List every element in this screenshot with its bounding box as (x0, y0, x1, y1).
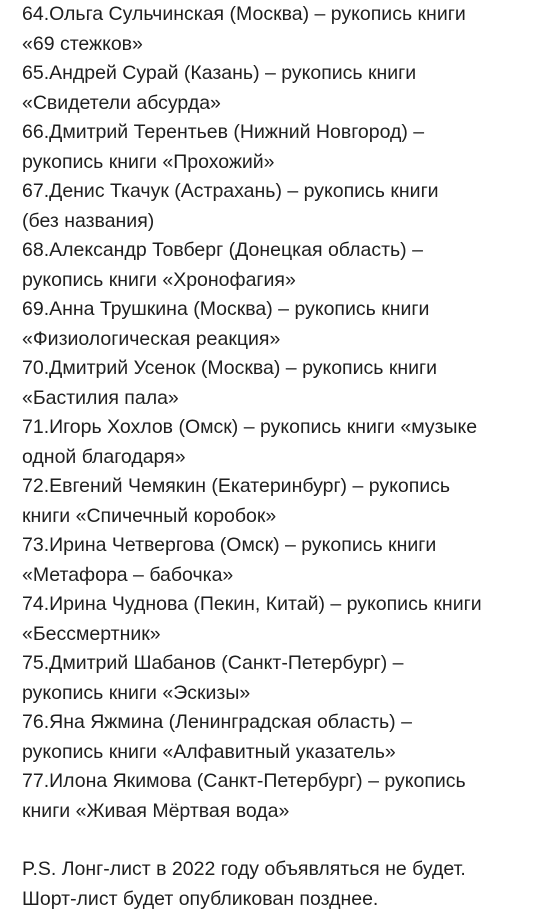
manuscript-list (22, 0, 532, 826)
list-item-line: рукопись книги «Алфавитный указатель» (22, 740, 396, 763)
postscript (22, 855, 532, 914)
list-item (22, 0, 532, 59)
list-item-line: 65.Андрей Сурай (Казань) – рукопись книги (22, 62, 417, 84)
list-item (22, 472, 532, 531)
list-item-line: (без названия) (22, 209, 155, 232)
list-item-line: рукопись книги «Прохожий» (22, 150, 275, 173)
list-item (22, 236, 532, 295)
document-body (22, 0, 532, 914)
list-item (22, 649, 532, 708)
list-item (22, 295, 532, 354)
list-item-line: рукопись книги «Хронофагия» (22, 268, 296, 291)
list-item-line: 75.Дмитрий Шабанов (Санкт-Петербург) – (22, 652, 404, 674)
list-item-line: «Бастилия пала» (22, 386, 179, 409)
list-item (22, 767, 532, 826)
list-item (22, 413, 532, 472)
list-item-line: 73.Ирина Четвергова (Омск) – рукопись книги (22, 534, 437, 556)
list-item-line: «69 стежков» (22, 32, 143, 55)
list-item-line: 77.Илона Якимова (Санкт-Петербург) – рукопись (22, 770, 466, 792)
list-item (22, 590, 532, 649)
list-item (22, 118, 532, 177)
list-item-line: 70.Дмитрий Усенок (Москва) – рукопись книги (22, 357, 438, 379)
list-item-line: 74.Ирина Чуднова (Пекин, Китай) – рукопись книги (22, 593, 482, 615)
list-item-line: 76.Яна Яжмина (Ленинградская область) – (22, 711, 412, 733)
list-item-line: «Метафора – бабочка» (22, 563, 234, 586)
list-item-line: одной благодаря» (22, 445, 186, 468)
list-item (22, 59, 532, 118)
list-item (22, 354, 532, 413)
list-item-line: книги «Живая Мёртвая вода» (22, 799, 290, 822)
list-item-line: книги «Спичечный коробок» (22, 504, 277, 527)
list-item-line: «Свидетели абсурда» (22, 91, 221, 114)
list-item-line: 71.Игорь Хохлов (Омск) – рукопись книги «музыке (22, 416, 478, 438)
list-item-line: 67.Денис Ткачук (Астрахань) – рукопись книги (22, 180, 439, 202)
list-item-line: «Физиологическая реакция» (22, 327, 281, 350)
list-item-line: 72.Евгений Чемякин (Екатеринбург) – рукопись (22, 475, 451, 497)
list-item (22, 177, 532, 236)
list-item-line: «Бессмертник» (22, 622, 161, 645)
list-item-line: 68.Александр Товберг (Донецкая область) – (22, 239, 423, 261)
list-item-line: 69.Анна Трушкина (Москва) – рукопись книги (22, 298, 430, 320)
list-item-line: рукопись книги «Эскизы» (22, 681, 251, 704)
list-item-line: 64.Ольга Сульчинская (Москва) – рукопись книги (22, 3, 466, 25)
list-item-line: 66.Дмитрий Терентьев (Нижний Новгород) – (22, 121, 425, 143)
postscript-line: Шорт-лист будет опубликован позднее. (22, 887, 379, 910)
list-item (22, 531, 532, 590)
list-item (22, 708, 532, 767)
postscript-line: P.S. Лонг-лист в 2022 году объявляться не будет. (22, 858, 466, 880)
